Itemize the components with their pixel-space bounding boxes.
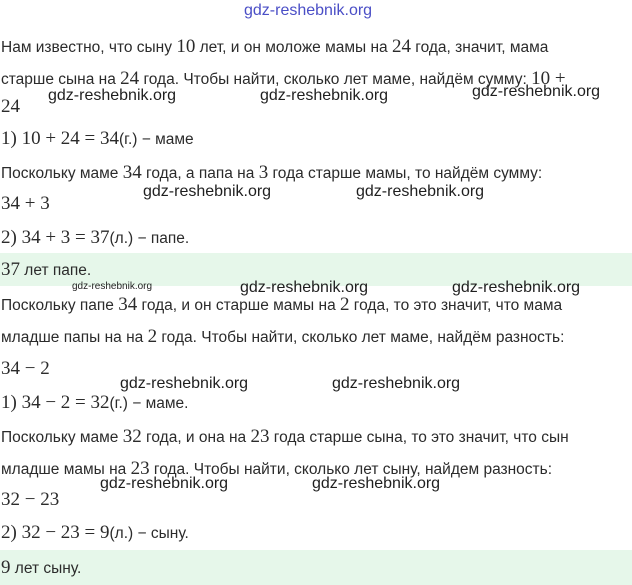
text-span: года, и она на	[141, 429, 251, 446]
text-span: года, то это значит, что мама	[349, 297, 563, 314]
text-span: − маме.	[127, 395, 189, 412]
watermark: gdz-reshebnik.org	[48, 87, 177, 104]
text-line-8	[1, 294, 562, 316]
step-1-sum	[1, 128, 194, 150]
watermark: gdz-reshebnik.org	[260, 87, 389, 104]
text-span: (г.)	[119, 131, 138, 148]
math-span: 2	[147, 326, 158, 347]
text-span: − сыну.	[133, 525, 189, 542]
math-span: 1) 10 + 24 = 34	[1, 128, 120, 149]
watermark: gdz-reshebnik.org	[472, 83, 601, 100]
text-span: Поскольку папе	[1, 297, 119, 314]
text-line-9	[1, 326, 564, 348]
text-span: (л.)	[109, 230, 134, 247]
text-span: года. Чтобы найти, сколько лет сыну, найдем разность:	[149, 461, 553, 478]
text-line-1	[1, 36, 548, 58]
text-span: года. Чтобы найти, сколько лет маме, найдём разность:	[157, 329, 565, 346]
math-span: 10 +	[531, 68, 566, 89]
math-line-14: 32 − 23	[1, 489, 60, 510]
text-span: года. Чтобы найти, сколько лет маме, найдём сумму:	[139, 71, 532, 88]
math-span: 10	[176, 36, 196, 57]
watermark: gdz-reshebnik.org	[240, 279, 369, 296]
math-span: 24	[391, 36, 411, 57]
math-line-3: 24	[1, 96, 20, 117]
text-span: Поскольку маме	[1, 429, 123, 446]
math-span: 34	[122, 162, 142, 183]
text-span: старше сына на	[1, 71, 121, 88]
math-span: 2) 34 + 3 = 37	[1, 227, 110, 248]
answer-band-2	[0, 550, 632, 585]
math-span: 34	[118, 294, 138, 315]
math-span: 32	[122, 426, 142, 447]
math-line-10: 34 − 2	[1, 358, 50, 379]
watermark: gdz-reshebnik.org	[356, 183, 485, 200]
text-span: года, и он старше мамы на	[137, 297, 340, 314]
watermark-top: gdz-reshebnik.org	[244, 2, 373, 19]
text-span: года старше мамы, то найдём сумму:	[268, 165, 543, 182]
text-span: лет папе.	[20, 262, 92, 279]
text-span: − маме	[137, 131, 194, 148]
text-span: лет сыну.	[10, 560, 82, 577]
math-span: 2	[340, 294, 350, 315]
watermark-small: gdz-reshebnik.org	[72, 281, 153, 292]
text-span: Поскольку маме	[1, 165, 123, 182]
math-span: 24	[120, 68, 140, 89]
text-span: (г.)	[109, 395, 128, 412]
watermark: gdz-reshebnik.org	[100, 475, 229, 492]
text-span: младше папы на на	[1, 329, 148, 346]
math-span: 3	[258, 162, 269, 183]
watermark: gdz-reshebnik.org	[452, 279, 581, 296]
answer-1	[1, 259, 91, 281]
math-line-6: 34 + 3	[1, 193, 50, 214]
text-span: Нам известно, что сыну	[1, 39, 177, 56]
watermark: gdz-reshebnik.org	[332, 375, 461, 392]
answer-2	[1, 557, 81, 579]
step-1-difference	[1, 392, 188, 414]
text-line-13	[1, 458, 552, 480]
text-span: года, значит, мама	[410, 39, 549, 56]
text-span: − папе.	[133, 230, 190, 247]
text-line-5	[1, 162, 542, 184]
math-span: 2) 32 − 23 = 9	[1, 522, 110, 543]
text-span: младше мамы на	[1, 461, 131, 478]
math-span: 9	[1, 557, 11, 578]
text-line-12	[1, 426, 569, 448]
step-2-sum	[1, 227, 189, 249]
watermark: gdz-reshebnik.org	[143, 183, 272, 200]
math-span: 23	[250, 426, 270, 447]
math-span: 23	[130, 458, 150, 479]
math-span: 37	[1, 259, 20, 280]
step-2-difference	[1, 522, 189, 544]
text-span: года, а папа на	[141, 165, 259, 182]
text-span: года старше сына, то это значит, что сын	[269, 429, 569, 446]
text-span: (л.)	[109, 525, 134, 542]
watermark: gdz-reshebnik.org	[120, 375, 249, 392]
math-span: 1) 34 − 2 = 32	[1, 392, 110, 413]
text-span: лет, и он моложе мамы на	[195, 39, 392, 56]
watermark: gdz-reshebnik.org	[312, 475, 441, 492]
